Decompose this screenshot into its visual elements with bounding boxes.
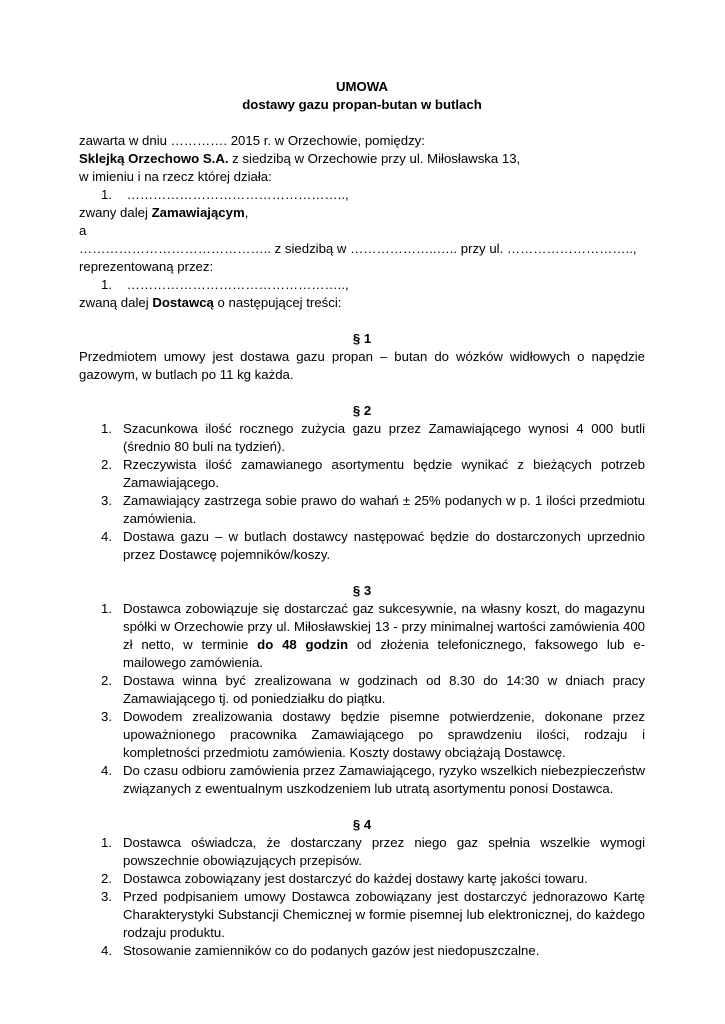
conjunction-a: a: [79, 223, 87, 238]
list-item-text: Stosowanie zamienników co do podanych gazów jest niedopuszczalne.: [123, 943, 540, 958]
ordering-party-pre: zwany dalej: [79, 205, 152, 220]
intro-company-line: [79, 150, 645, 168]
list-item-text: Dowodem zrealizowania dostawy będzie pisemne potwierdzenie, dokonane przez upoważnionego pracownika Zamawiającego po sprawdzeniu ilości, rodzaju i kompletności przedmiotu zamówienia. Koszty dostawy obciążają Dostawcę.: [123, 709, 645, 760]
company-address: z siedzibą w Orzechowie przy ul. Miłosławska 13,: [228, 151, 521, 166]
list-item: [79, 672, 645, 708]
supplier-rep-num: 1.: [101, 277, 112, 292]
list-item-text: Dostawa gazu – w butlach dostawcy następować będzie do dostarczonych uprzednio przez Dostawcę pojemników/koszy.: [123, 529, 645, 562]
list-item-text: Dostawca oświadcza, że dostarczany przez niego gaz spełnia wszelkie wymogi powszechnie obowiązujących przepisów.: [123, 835, 645, 868]
section-1-text: Przedmiotem umowy jest dostawa gazu propan – butan do wózków widłowych o napędzie gazowym, w butlach po 11 kg każda.: [79, 349, 645, 382]
list-item: [79, 420, 645, 456]
list-item-text: Dostawca zobowiązuje się dostarczać gaz sukcesywnie, na własny koszt, do magazynu spółki w Orzechowie przy ul. Miłosławskiej 13 - przy minimalnej wartości zamówienia 400 zł netto, w terminie: [123, 601, 645, 652]
ordering-rep-blank: …………………………………………..,: [126, 187, 349, 202]
list-item: [79, 942, 645, 960]
intro-on-behalf: w imieniu i na rzecz której działa:: [79, 169, 272, 184]
section-4-list: [79, 834, 645, 960]
list-item-text: Zamawiający zastrzega sobie prawo do wahań ± 25% podanych w p. 1 ilości przedmiotu zamówienia.: [123, 493, 645, 526]
list-item: [79, 528, 645, 564]
supplier-party-post: o następującej treści:: [213, 295, 342, 310]
list-item: [79, 888, 645, 942]
document-page: [79, 78, 645, 960]
list-item-text: Dostawa winna być zrealizowana w godzinach od 8.30 do 14:30 w dniach pracy Zamawiającego tj. od poniedziałku do piątku.: [123, 673, 645, 706]
list-item-text-end: od złożenia telefonicznego, faksowego lub e-mailowego zamówienia.: [123, 637, 646, 670]
list-item: [79, 870, 645, 888]
list-item-number: 3.: [101, 493, 112, 508]
list-item-number: 4.: [101, 943, 112, 958]
supplier-rep-blank: …………………………………………..,: [126, 277, 349, 292]
delivery-deadline: do 48 godzin: [257, 637, 349, 652]
list-item: [79, 834, 645, 870]
supplier-represented-by: reprezentowaną przez:: [79, 259, 214, 274]
company-name: Sklejką Orzechowo S.A.: [79, 151, 229, 166]
document-title: UMOWA: [335, 79, 388, 94]
list-item-text: Do czasu odbioru zamówienia przez Zamawiającego, ryzyko wszelkich niebezpieczeństw związanych z ewentualnym uszkodzeniem lub utratą asortymentu ponosi Dostawca.: [123, 763, 645, 796]
section-2-list: [79, 420, 645, 564]
list-item-text: Szacunkowa ilość rocznego zużycia gazu przez Zamawiającego wynosi 4 000 butli (średnio 80 buli na tydzień).: [123, 421, 645, 454]
list-item: [79, 708, 645, 762]
list-item-number: 1.: [101, 835, 112, 850]
list-item-number: 1.: [101, 421, 112, 436]
list-item-text: Przed podpisaniem umowy Dostawca zobowiązany jest dostarczyć jednorazowo Kartę Charakterystyki Substancji Chemicznej w formie pisemnej lub elektronicznej, do każdego rodzaju produktu.: [123, 889, 645, 940]
list-item-number: 2.: [101, 457, 112, 472]
intro-date-line: zawarta w dniu …………. 2015 r. w Orzechowie, pomiędzy:: [79, 133, 425, 148]
list-item-number: 2.: [101, 871, 112, 886]
list-item: [79, 456, 645, 492]
supplier-blank-line: …………………………………….. z siedzibą w ………………..….. przy ul. ………………………..,: [79, 241, 637, 256]
list-item-number: 3.: [101, 709, 112, 724]
section-2-heading: § 2: [352, 403, 372, 418]
supplier-party-pre: zwaną dalej: [79, 295, 153, 310]
ordering-party-post: ,: [244, 205, 249, 220]
list-item: [79, 492, 645, 528]
supplier-party-name: Dostawcą: [152, 295, 214, 310]
supplier-party-line: [79, 294, 645, 312]
section-3-list: [79, 600, 645, 798]
list-item-number: 4.: [101, 763, 112, 778]
list-item: [79, 600, 645, 672]
list-item-number: 4.: [101, 529, 112, 544]
list-item-number: 3.: [101, 889, 112, 904]
section-4-heading: § 4: [352, 817, 372, 832]
ordering-party-line: [79, 204, 645, 222]
supplier-rep-line: [79, 276, 645, 294]
section-3-heading: § 3: [352, 583, 372, 598]
list-item-text: Rzeczywista ilość zamawianego asortymentu będzie wynikać z bieżących potrzeb Zamawiającego.: [123, 457, 645, 490]
list-item-number: 1.: [101, 601, 112, 616]
ordering-rep-line: [79, 186, 645, 204]
list-item: [79, 762, 645, 798]
ordering-party-name: Zamawiającym: [151, 205, 245, 220]
document-subtitle: dostawy gazu propan-butan w butlach: [242, 97, 482, 112]
section-1-heading: § 1: [352, 331, 372, 346]
list-item-number: 2.: [101, 673, 112, 688]
ordering-rep-num: 1.: [101, 187, 112, 202]
list-item-text: Dostawca zobowiązany jest dostarczyć do każdej dostawy kartę jakości towaru.: [123, 871, 588, 886]
